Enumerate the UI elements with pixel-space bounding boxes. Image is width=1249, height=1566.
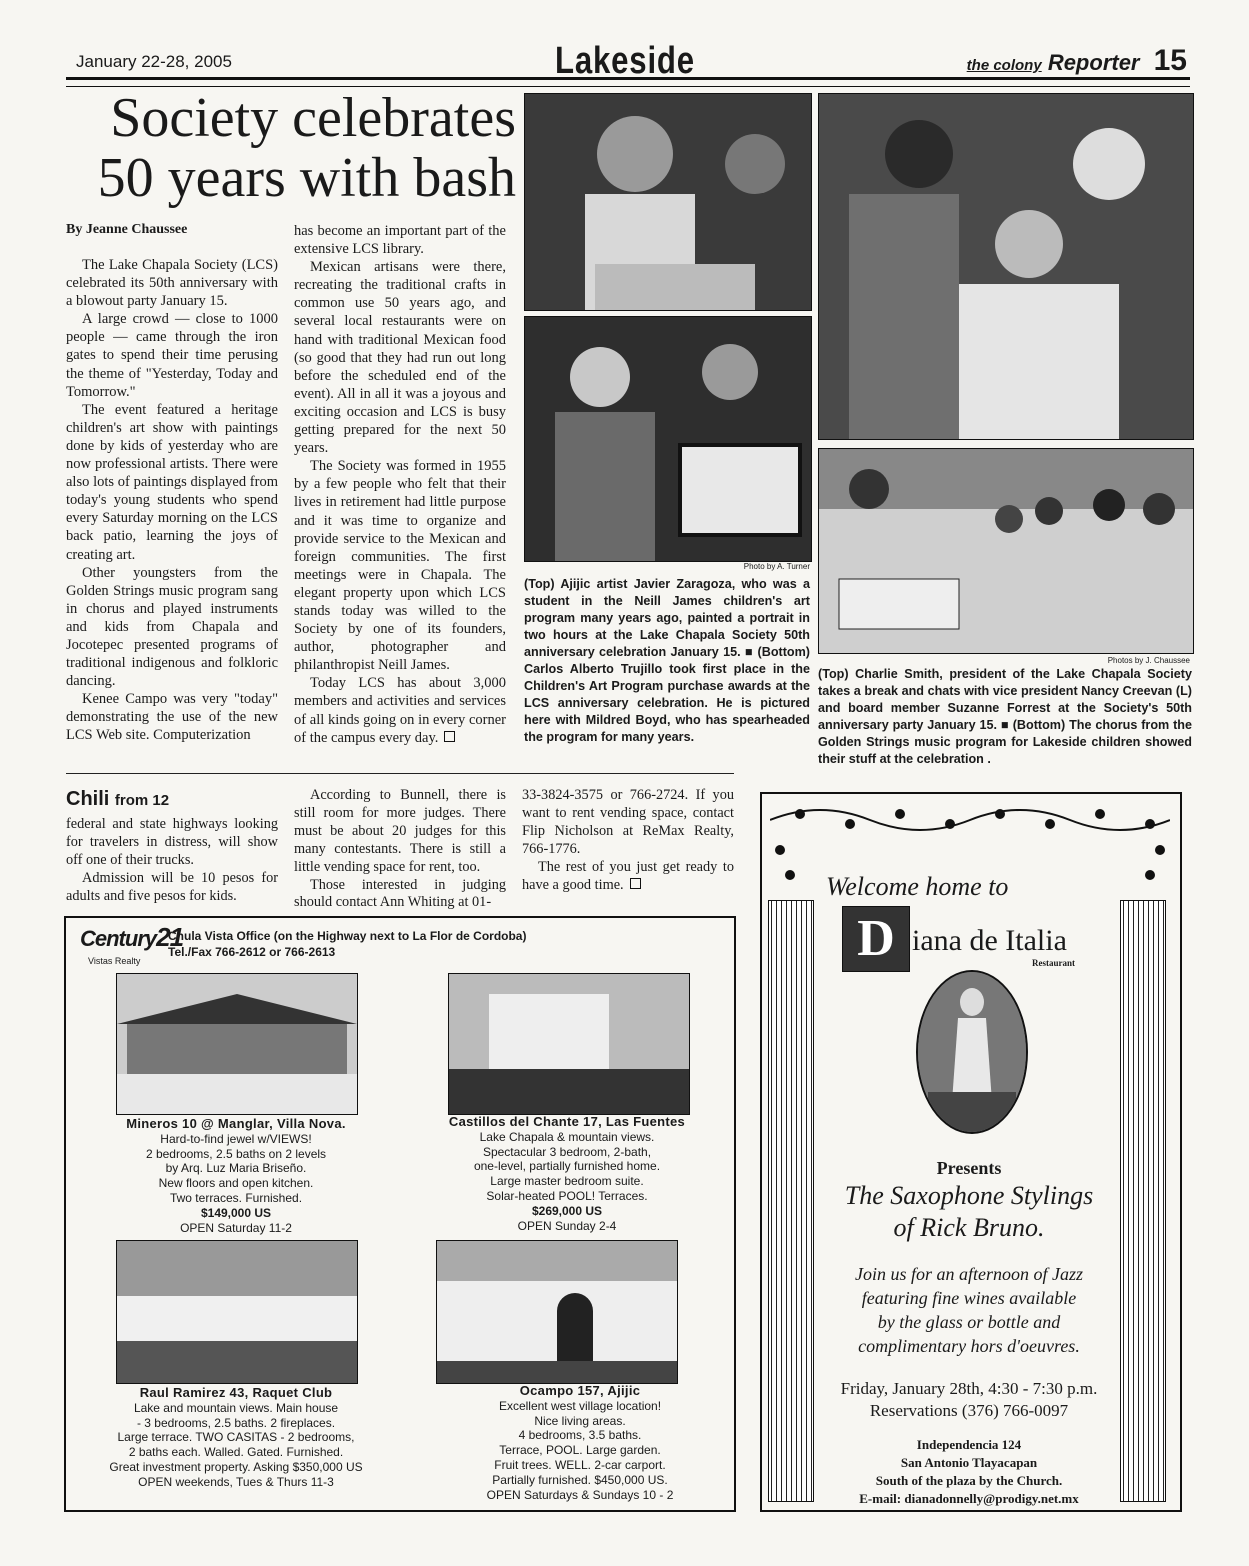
event-title (812, 1180, 1126, 1244)
listing-title: Castillos del Chante 17, Las Fuentes (448, 1114, 686, 1129)
restaurant-address (812, 1436, 1126, 1508)
statue-illustration (916, 970, 1028, 1134)
century21-subtitle: Vistas Realty (88, 956, 141, 966)
listing-open: OPEN Sunday 2-4 (517, 1218, 617, 1233)
listing-line: New floors and open kitchen. (158, 1176, 314, 1191)
listing-title: Raul Ramirez 43, Raquet Club (139, 1385, 333, 1400)
presents-label: Presents (936, 1158, 1002, 1178)
listing-line: 4 bedrooms, 3.5 baths. (518, 1428, 642, 1443)
event-title-line: of Rick Bruno. (893, 1213, 1045, 1242)
brand-name: Reporter (1047, 50, 1140, 75)
brand-prefix: the colony (966, 57, 1042, 74)
description-line: featuring fine wines available (861, 1288, 1077, 1308)
listing-line: Fruit trees. WELL. 2-car carport. (494, 1457, 666, 1472)
listing (86, 1386, 386, 1490)
paragraph: According to Bunnell, there is still room for more judges. There must be about 20 judges for this many contestants. There is still a little vending space for rent, too. (294, 787, 506, 875)
left-column-pillar (768, 900, 814, 1502)
listing-photo (436, 1240, 678, 1384)
listing (412, 1115, 722, 1233)
logo-number: 21 (156, 922, 184, 952)
paragraph-last (522, 859, 734, 895)
listing-title: Mineros 10 @ Manglar, Villa Nova. (126, 1116, 346, 1131)
description-line: complimentary hors d'oeuvres. (858, 1336, 1080, 1356)
event-description (812, 1262, 1126, 1358)
paragraph: Kenee Campo was very "today" demonstrating the use of the new LCS Web site. Computerization (66, 691, 278, 744)
listing-line: by Arq. Luz Maria Briseño. (165, 1161, 307, 1176)
listing-price: $149,000 US (200, 1205, 272, 1220)
photo-credit: Photos by J. Chaussee (1107, 656, 1190, 665)
reservations-phone: Reservations (376) 766-0097 (869, 1401, 1069, 1420)
restaurant-label: Restaurant (1032, 958, 1075, 968)
listing-open: OPEN weekends, Tues & Thurs 11-3 (138, 1474, 334, 1489)
photo-chorus (818, 448, 1194, 654)
article-byline: By Jeanne Chaussee (66, 222, 188, 237)
listing-line: Partially furnished. $450,000 US. (492, 1472, 668, 1487)
right-column-pillar (1120, 900, 1166, 1502)
listing-line: Excellent west village location! (498, 1398, 662, 1413)
listing-line: Large master bedroom suite. (490, 1174, 644, 1189)
paragraph-text: The rest of you just get ready to have a good time. (522, 858, 734, 893)
listing-line: one-level, partially furnished home. (473, 1159, 661, 1174)
publication-brand (967, 44, 1187, 78)
paragraph: 33-3824-3575 or 766-2724. If you want to rent vending space, contact Flip Nicholson at ReMax Realty, 766-1776. (522, 787, 734, 857)
photo-caption: (Top) Charlie Smith, president of the Lake Chapala Society takes a break and chats with vice president Nancy Creevan (L) and board member Suzanne Forrest at the Society's 50th anniversary party January 15. ■ (Bottom) The chorus from the Golden Strings music program for Lakeside children showed their stuff at the celebration . (818, 667, 1192, 766)
paragraph: Mexican artisans were there, recreating the traditional crafts in common use 50 years ago, and several local restaurants were on hand with traditional Mexican food (so good that they had run out long before the scheduled end of the event). All in all it was a joyous and exciting occasion and LCS is busy getting prepared for the next 50 years. (294, 259, 506, 457)
office-phone: Tel./Fax 766-2612 or 766-2613 (168, 945, 336, 959)
paragraph: Admission will be 10 pesos for adults and five pesos for kids. (66, 869, 278, 904)
listing-line: Terrace, POOL. Large garden. (499, 1443, 661, 1458)
listing (430, 1384, 730, 1502)
paragraph: Other youngsters from the Golden Strings music program sang in chorus and played instruments and kids from Chapala and Jocotepec presented programs of traditional indigenous and folkloric dancing. (66, 564, 278, 690)
photo-credit: Photo by A. Turner (743, 562, 810, 571)
jump-title: Chili (66, 788, 110, 810)
century21-office (168, 928, 526, 960)
end-mark-icon (444, 731, 455, 742)
listing-photo (116, 1240, 358, 1384)
article-column-2 (294, 222, 506, 747)
masthead-rule (66, 77, 1190, 87)
paragraph: The Lake Chapala Society (LCS) celebrated its 50th anniversary with a blowout party January 15. (66, 257, 278, 310)
logo-word: Century (80, 926, 157, 951)
photo-artist-painting (524, 93, 812, 311)
article-column-1 (66, 256, 278, 745)
paragraph: A large crowd — close to 1000 people — came through the iron gates to spend their time perusing the theme of "Yesterday, Today and Tomorrow." (66, 311, 278, 400)
listing-photo (448, 973, 690, 1115)
listing-open: OPEN Saturday 11-2 (180, 1220, 292, 1235)
address-line: San Antonio Tlayacapan (900, 1455, 1038, 1470)
listing-line: Nice living areas. (534, 1413, 626, 1428)
listing (86, 1117, 386, 1235)
listing-line: Great investment property. Asking $350,000 US (109, 1459, 363, 1474)
listing-line: 2 baths each. Walled. Gated. Furnished. (128, 1445, 344, 1460)
paragraph: has become an important part of the extensive LCS library. (294, 223, 506, 258)
listing-line: Large terrace. TWO CASITAS - 2 bedrooms, (117, 1430, 355, 1445)
event-date: Friday, January 28th, 4:30 - 7:30 p.m. (840, 1379, 1098, 1398)
listing-line: Two terraces. Furnished. (169, 1190, 303, 1205)
address-line: Independencia 124 (916, 1437, 1022, 1452)
chili-column-2 (294, 787, 506, 912)
address-line: South of the plaza by the Church. (875, 1473, 1063, 1488)
paragraph-last (294, 674, 506, 746)
listing-title: Ocampo 157, Ajijic (519, 1383, 641, 1398)
photo-caption: (Top) Ajijic artist Javier Zaragoza, who was a student in the Neill James children's art program many years ago, painted a portrait in two hours at the Lake Chapala Society 50th anniversary celebration January 15. ■ (Bottom) Carlos Alberto Trujillo took first place in the Children's Art Program purchase awards at the LCS anniversary celebration. He is pictured here with Mildred Boyd, who has spearheaded the program for many years. (524, 577, 810, 744)
listing-line: Solar-heated POOL! Terraces. (486, 1188, 648, 1203)
photo-lcs-board (818, 93, 1194, 440)
listing-price: $269,000 US (531, 1203, 603, 1218)
restaurant-name: iana de Italia (912, 924, 1067, 957)
paragraph: The event featured a heritage children's art show with paintings done by kids of yesterday who are now professional artists. There were also lots of paintings displayed from today's young students who spend every Saturday morning on the LCS back patio, learning the joys of creating art. (66, 401, 278, 563)
office-address: Chula Vista Office (on the Highway next to La Flor de Cordoba) (168, 929, 527, 943)
listing-line: Lake Chapala & mountain views. (479, 1129, 655, 1144)
section-divider (66, 773, 734, 774)
paragraph: The Society was formed in 1955 by a few people who felt that their lives in retirement had little purpose and it was time to organize and provide service to the Mexican and foreign communities. The first meetings were in Chapala. The elegant property upon which LCS stands today was willed to the Society by one of its founders, author, photographer and philanthropist Neill James. (294, 458, 506, 674)
jump-headline (66, 788, 169, 811)
section-name: Lakeside (555, 40, 695, 82)
listing-line: 2 bedrooms, 2.5 baths on 2 levels (145, 1146, 327, 1161)
paragraph: Those interested in judging should contact Ann Whiting at 01- (294, 876, 506, 911)
event-time (812, 1378, 1126, 1422)
welcome-text: Welcome home to (826, 872, 1009, 901)
listing-open: OPEN Saturdays & Sundays 10 - 2 (486, 1487, 674, 1502)
chili-column-3 (522, 787, 734, 894)
listing-photo (116, 973, 358, 1115)
issue-date: January 22-28, 2005 (76, 52, 232, 71)
listing-line: - 3 bedrooms, 2.5 baths. 2 fireplaces. (136, 1415, 336, 1430)
page-number: 15 (1153, 44, 1187, 77)
jump-from: from 12 (114, 792, 170, 809)
listing-line: Spectacular 3 bedroom, 2-bath, (482, 1144, 652, 1159)
paragraph: federal and state highways looking for travelers in distress, will show off one of their trucks. (66, 816, 278, 868)
drop-cap-initial: D (842, 906, 910, 972)
listing-line: Hard-to-find jewel w/VIEWS! (160, 1131, 312, 1146)
end-mark-icon (630, 878, 641, 889)
paragraph-text: Today LCS has about 3,000 members and activities and services of all kinds going on in every corner of the campus every day. (294, 675, 506, 746)
listing-line: Lake and mountain views. Main house (133, 1400, 339, 1415)
email-address: E-mail: dianadonnelly@prodigy.net.mx (859, 1491, 1079, 1506)
description-line: by the glass or bottle and (877, 1312, 1061, 1332)
chili-column-1 (66, 816, 278, 906)
description-line: Join us for an afternoon of Jazz (855, 1264, 1083, 1284)
photo-award-winner (524, 316, 812, 562)
event-title-line: The Saxophone Stylings (844, 1181, 1094, 1210)
article-headline: Society celebrates 50 years with bash (97, 87, 516, 209)
